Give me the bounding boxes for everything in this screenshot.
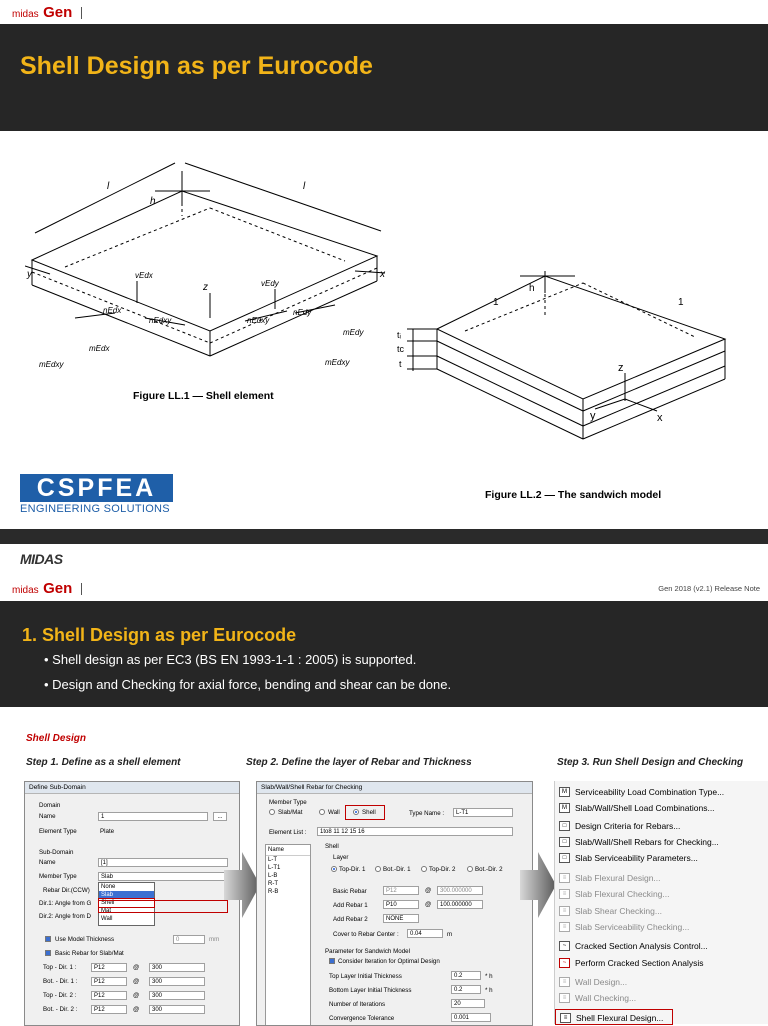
menu-cracked-section-control[interactable] — [555, 938, 767, 954]
fig2-label-z: z — [618, 362, 624, 374]
arrow-step2-to-step3-icon — [520, 850, 556, 920]
midas-logo: MIDAS — [20, 551, 63, 567]
domain-browse-button[interactable]: ... — [213, 812, 227, 821]
type-list-item[interactable]: R-B — [268, 889, 279, 895]
type-list-item[interactable]: R-T — [268, 881, 278, 887]
bullet-2-text: Design and Checking for axial force, bending and shear can be done. — [52, 677, 452, 692]
midas-gen-brand — [12, 4, 82, 22]
menu-item-label: Perform Cracked Section Analysis — [575, 958, 704, 968]
dir1-angle-label: Dir.1: Angle from G — [39, 900, 92, 907]
serviceability-check-icon: ≡ — [559, 922, 570, 932]
rebar-icon: □ — [559, 837, 570, 847]
layer-top-dir2-label: Top-Dir. 2 — [429, 866, 456, 873]
sandwich-param-label: Parameter for Sandwich Model — [325, 948, 410, 955]
layer-top-dir1-radio[interactable] — [331, 866, 337, 872]
dir2-angle-label: Dir.2: Angle from D — [39, 913, 91, 920]
layer-bot-dir1-label: Bot.-Dir. 1 — [383, 866, 411, 873]
top-layer-unit: * h — [485, 973, 493, 980]
add-rebar1-bar-select[interactable]: P10 — [383, 900, 419, 909]
shell-group-label: Shell — [325, 843, 339, 850]
row-bot-dir2-bar[interactable]: P12 — [91, 1005, 127, 1014]
consider-iteration-label: Consider Iteration for Optimal Design — [338, 958, 440, 965]
row-bot-dir1-spacing[interactable]: 300 — [149, 977, 205, 986]
consider-iteration-checkbox[interactable] — [329, 958, 335, 964]
radio-wall[interactable] — [319, 809, 325, 815]
shear-check-icon: ≡ — [559, 906, 570, 916]
shell-element-figure — [25, 143, 405, 418]
step-2-label: Step 2. Define the layer of Rebar and Thickness — [246, 757, 472, 768]
menu-perform-cracked-analysis[interactable] — [555, 955, 767, 971]
layer-group-label: Layer — [333, 854, 349, 861]
cover-field[interactable]: 0.04 — [407, 929, 443, 938]
type-name-field[interactable]: L-T1 — [453, 808, 513, 817]
design-menu — [554, 781, 768, 1024]
fig2-label-h: h — [529, 283, 535, 294]
shell-design-icon: ≡ — [560, 1013, 571, 1023]
label-x: x — [380, 269, 385, 280]
dialog2-title: Slab/Wall/Shell Rebar for Checking — [257, 782, 532, 794]
basic-rebar-checkbox[interactable] — [45, 950, 51, 956]
type-list-item[interactable]: L-B — [268, 873, 278, 879]
shell-option-highlight — [98, 900, 228, 913]
row-bot-dir1-bar[interactable]: P12 — [91, 977, 127, 986]
radio-slab-mat-label: Slab/Mat — [278, 809, 303, 816]
domain-name-label: Name — [39, 813, 56, 820]
brand-small-text-2: midas — [12, 585, 39, 596]
criteria-icon: □ — [559, 821, 570, 831]
menu-item-label: Slab Flexural Checking... — [575, 889, 670, 899]
basic-rebar-spacing[interactable]: 300.000000 — [437, 886, 483, 895]
option-mat[interactable]: Mat — [101, 908, 112, 914]
menu-slab-serviceability-parameters[interactable] — [555, 850, 767, 866]
option-shell[interactable]: Shell — [99, 899, 154, 907]
label-nedxy-right: nEdxy — [247, 316, 270, 325]
label-vedy: vEdy — [261, 279, 279, 288]
row-top-dir1-bar[interactable]: P12 — [91, 963, 127, 972]
subdomain-label: Sub-Domain — [39, 849, 74, 856]
top-layer-thickness-field[interactable]: 0.2 — [451, 971, 481, 980]
add-rebar1-label: Add Rebar 1 — [333, 902, 368, 909]
brand-separator-2 — [81, 583, 82, 595]
menu-wall-design[interactable] — [555, 974, 767, 990]
element-type-value: Plate — [100, 828, 115, 835]
brand-small-text: midas — [12, 9, 39, 20]
menu-item-label: Slab/Wall/Shell Rebars for Checking... — [575, 837, 719, 847]
sandwich-model-figure — [395, 271, 765, 506]
layer-bot-dir1-radio[interactable] — [375, 866, 381, 872]
menu-design-criteria-rebars[interactable] — [555, 818, 767, 834]
midas-load-icon: M — [559, 787, 570, 797]
slide-separator — [0, 529, 768, 544]
shell-design-section-title: Shell Design — [26, 733, 87, 744]
fig2-label-t1: tᵢ — [397, 330, 401, 340]
radio-wall-label: Wall — [328, 809, 340, 816]
element-type-label: Element Type — [39, 828, 77, 835]
slab-check-icon: ≡ — [559, 889, 570, 899]
option-wall[interactable]: Wall — [101, 916, 113, 922]
brand-big-text: Gen — [43, 4, 73, 21]
menu-slab-flexural-design[interactable] — [555, 870, 767, 886]
row-top-dir2-label: Top - Dir. 2 : — [43, 992, 77, 999]
slide1-title: Shell Design as per Eurocode — [20, 52, 373, 80]
option-slab[interactable]: Slab — [99, 891, 154, 899]
type-list[interactable] — [265, 844, 311, 1026]
label-nedxy-left: nEdxy — [149, 316, 172, 325]
bottom-layer-thickness-label: Bottom Layer Initial Thickness — [329, 987, 412, 994]
row-top-dir2-bar[interactable]: P12 — [91, 991, 127, 1000]
menu-load-combinations[interactable] — [555, 800, 767, 816]
menu-slab-shear-checking[interactable] — [555, 903, 767, 919]
menu-serviceability-load-combination-type[interactable] — [555, 784, 767, 800]
menu-item-label: Wall Checking... — [575, 993, 637, 1003]
arrow-step1-to-step2-icon — [224, 850, 260, 920]
element-list-label: Element List : — [269, 829, 307, 836]
row-top-dir1-at: @ — [133, 964, 140, 971]
add-rebar2-label: Add Rebar 2 — [333, 916, 368, 923]
menu-item-label: Slab Serviceability Parameters... — [575, 853, 698, 863]
menu-item-label: Slab Flexural Design... — [575, 873, 661, 883]
cover-label: Cover to Rebar Center : — [333, 931, 399, 938]
thickness-field[interactable]: 0 — [173, 935, 205, 944]
row-top-dir2-spacing[interactable]: 300 — [149, 991, 205, 1000]
domain-name-select[interactable]: 1 — [98, 812, 208, 821]
brand-big-text-2: Gen — [43, 580, 73, 597]
bullet-2: • Design and Checking for axial force, bending and shear can be done. — [44, 677, 452, 692]
row-bot-dir2-label: Bot. - Dir. 2 : — [43, 1006, 78, 1013]
fig2-label-x: x — [657, 412, 663, 424]
wall-design-icon: ≡ — [559, 977, 570, 987]
menu-slab-serviceability-checking[interactable] — [555, 919, 767, 935]
radio-slab-mat[interactable] — [269, 809, 275, 815]
row-bot-dir2-at: @ — [133, 1006, 140, 1013]
label-medxy-left: mEdxy — [39, 360, 64, 369]
layer-bot-dir2-radio[interactable] — [467, 866, 473, 872]
fig2-label-1-right: 1 — [678, 297, 684, 308]
add-rebar2-bar-select[interactable]: NONE — [383, 914, 419, 923]
label-y: y — [27, 269, 32, 280]
row-bot-dir1-at: @ — [133, 978, 140, 985]
slide1-title-bar — [0, 24, 768, 131]
slide2-title-bar — [0, 601, 768, 707]
midas-load-icon: M — [559, 803, 570, 813]
sub-name-field[interactable]: [1] — [98, 858, 228, 867]
label-medy: mEdy — [343, 328, 364, 337]
bottom-layer-thickness-field[interactable]: 0.2 — [451, 985, 481, 994]
label-vedx: vEdx — [135, 271, 153, 280]
layer-bot-dir2-label: Bot.-Dir. 2 — [475, 866, 503, 873]
cspfea-logo — [20, 474, 175, 516]
iterations-field[interactable]: 20 — [451, 999, 485, 1008]
brand-separator — [81, 7, 82, 19]
step-1-label: Step 1. Define as a shell element — [26, 757, 181, 768]
figure2-caption: Figure LL.2 — The sandwich model — [485, 489, 662, 501]
menu-shell-flexural-design[interactable] — [555, 1009, 673, 1025]
fig2-label-1-left: 1 — [493, 297, 499, 308]
fig2-label-y: y — [590, 410, 596, 422]
figure-area — [0, 131, 768, 529]
rebar-dir-label: Rebar Dir.(CCW) — [43, 887, 90, 894]
menu-item-label: Wall Design... — [575, 977, 628, 987]
fig2-label-t2: tc — [397, 344, 405, 354]
menu-item-label: Slab Shear Checking... — [575, 906, 662, 916]
convergence-field[interactable]: 0.001 — [451, 1013, 491, 1022]
slide2-heading: 1. Shell Design as per Eurocode — [22, 625, 297, 645]
iterations-label: Number of Iterations — [329, 1001, 386, 1008]
radio-shell[interactable] — [353, 809, 359, 815]
type-list-item[interactable]: L-T1 — [268, 865, 281, 871]
menu-item-label: Serviceability Load Combination Type... — [575, 787, 725, 797]
type-name-label: Type Name : — [409, 810, 445, 817]
row-bot-dir1-label: Bot. - Dir. 1 : — [43, 978, 78, 985]
convergence-label: Convergence Tolerance — [329, 1015, 395, 1022]
layer-top-dir2-radio[interactable] — [421, 866, 427, 872]
label-l-left: l — [107, 181, 110, 192]
menu-item-label: Slab Serviceability Checking... — [575, 922, 690, 932]
type-list-item[interactable]: L-T — [268, 857, 277, 863]
midas-gen-brand-2 — [12, 580, 82, 598]
row-top-dir2-at: @ — [133, 992, 140, 999]
release-note-label: Gen 2018 (v2.1) Release Note — [658, 584, 760, 593]
add-rebar1-at: @ — [425, 901, 432, 908]
parameters-icon: □ — [559, 853, 570, 863]
bullet-1: • Shell design as per EC3 (BS EN 1993-1-1 : 2005) is supported. — [44, 652, 417, 667]
top-layer-thickness-label: Top Layer Initial Thickness — [329, 973, 402, 980]
top-header — [0, 0, 768, 24]
type-list-header: Name — [266, 845, 310, 856]
add-rebar1-spacing[interactable]: 100.000000 — [437, 900, 483, 909]
wall-check-icon: ≡ — [559, 993, 570, 1003]
menu-wall-checking[interactable] — [555, 990, 767, 1006]
menu-item-label: Shell Flexural Design... — [576, 1013, 664, 1023]
d2-member-type-label: Member Type — [269, 799, 307, 806]
label-h: h — [150, 196, 156, 207]
member-type-label: Member Type — [39, 873, 77, 880]
use-model-thickness-label: Use Model Thickness — [55, 936, 115, 943]
rebar-checking-dialog — [256, 781, 533, 1026]
row-bot-dir2-spacing[interactable]: 300 — [149, 1005, 205, 1014]
label-l-right: l — [303, 181, 306, 192]
label-nedx: nEdx — [103, 306, 122, 315]
cover-unit: m — [447, 931, 453, 938]
dialog1-title: Define Sub-Domain — [25, 782, 239, 794]
cracked-section-icon: ~ — [559, 941, 570, 951]
cspfea-logo-sub: ENGINEERING SOLUTIONS — [20, 503, 170, 515]
menu-rebars-for-checking[interactable] — [555, 834, 767, 850]
sub-name-label: Name — [39, 859, 56, 866]
row-top-dir1-spacing[interactable]: 300 — [149, 963, 205, 972]
fig2-label-t3: t — [399, 359, 402, 369]
menu-item-label: Slab/Wall/Shell Load Combinations... — [575, 803, 715, 813]
layer-top-dir1-label: Top-Dir. 1 — [339, 866, 366, 873]
menu-slab-flexural-checking[interactable] — [555, 886, 767, 902]
basic-rebar-label: Basic Rebar for Slab/Mat — [55, 950, 124, 957]
label-nedy: nEdy — [293, 308, 312, 317]
menu-item-label: Design Criteria for Rebars... — [575, 821, 681, 831]
element-list-field[interactable]: 1to8 11 12 15 16 — [317, 827, 513, 836]
slab-design-icon: ≡ — [559, 873, 570, 883]
basic-rebar-bar-select[interactable]: P12 — [383, 886, 419, 895]
member-type-select[interactable]: Slab — [98, 872, 228, 881]
bottom-layer-unit: * h — [485, 987, 493, 994]
radio-shell-label: Shell — [362, 809, 376, 816]
thickness-unit: mm — [209, 936, 220, 943]
cspfea-logo-main: CSPFEA — [20, 474, 173, 502]
define-subdomain-dialog — [24, 781, 240, 1026]
step-3-label: Step 3. Run Shell Design and Checking — [557, 757, 744, 768]
label-z: z — [203, 282, 208, 293]
bullet-1-text: Shell design as per EC3 (BS EN 1993-1-1 : 2005) is supported. — [52, 652, 417, 667]
basic-rebar-label-2: Basic Rebar — [333, 888, 367, 895]
domain-label: Domain — [39, 802, 61, 809]
label-medxy-right: mEdxy — [325, 358, 350, 367]
cracked-analysis-icon: ~ — [559, 958, 570, 968]
label-medx: mEdx — [89, 344, 110, 353]
figure1-caption: Figure LL.1 — Shell element — [133, 390, 274, 402]
row-top-dir1-label: Top - Dir. 1 : — [43, 964, 77, 971]
use-model-thickness-checkbox[interactable] — [45, 936, 51, 942]
option-none[interactable]: None — [101, 884, 116, 890]
menu-item-label: Cracked Section Analysis Control... — [575, 941, 708, 951]
basic-rebar-at: @ — [425, 887, 432, 894]
